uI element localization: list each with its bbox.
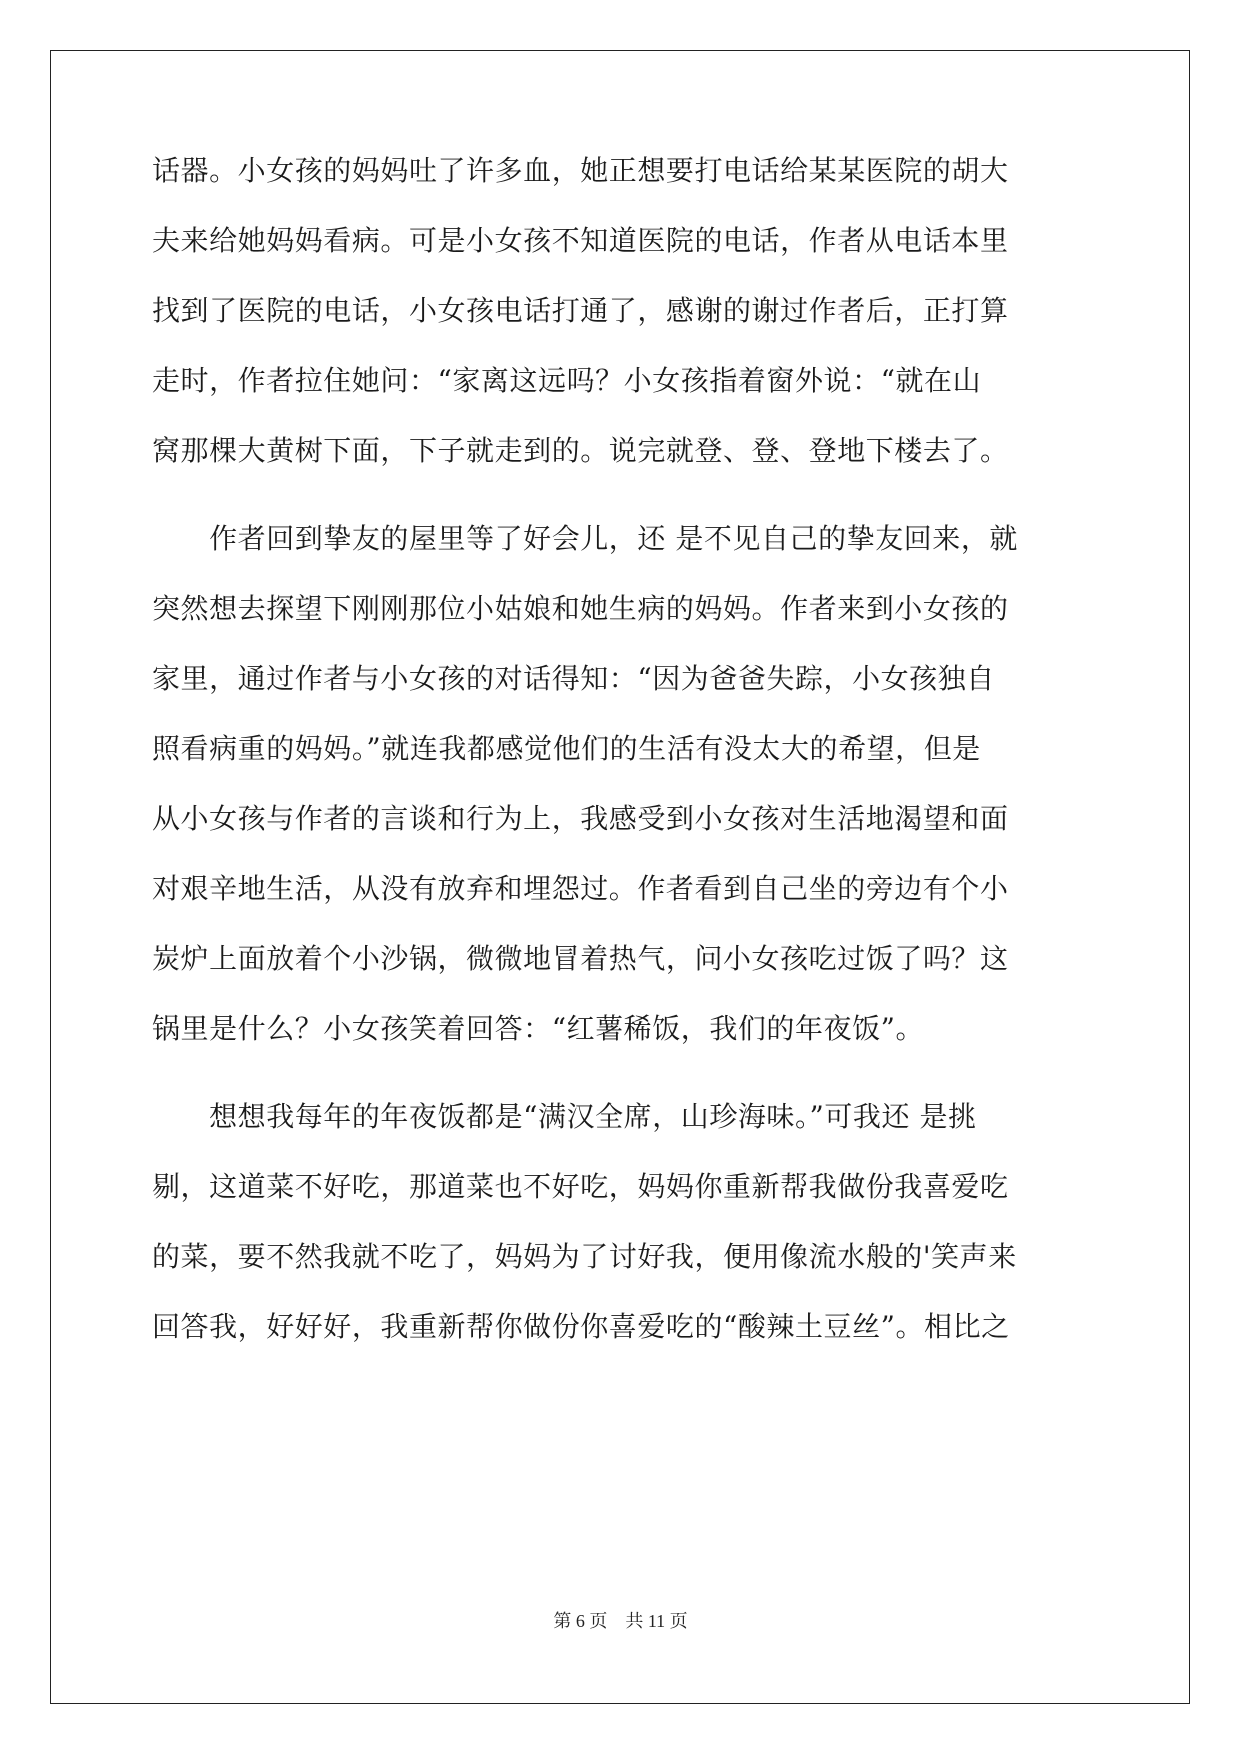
text-line: 的菜，要不然我就不吃了，妈妈为了讨好我，便用像流水般的'笑声来 [152,1240,1017,1273]
text-line: 照看病重的妈妈。”就连我都感觉他们的生活有没太大的希望，但是 [152,732,981,765]
text-line: 找到了医院的电话，小女孩电话打通了，感谢的谢过作者后，正打算 [152,294,1009,327]
text-line: 回答我，好好好，我重新帮你做份你喜爱吃的“酸辣土豆丝”。相比之 [152,1310,1010,1343]
text-line: 炭炉上面放着个小沙锅，微微地冒着热气，问小女孩吃过饭了吗？这 [152,942,1009,975]
page-number-footer: 第 6 页 共 11 页 [553,1611,688,1631]
text-line: 夫来给她妈妈看病。可是小女孩不知道医院的电话，作者从电话本里 [152,224,1009,257]
text-line: 话器。小女孩的妈妈吐了许多血，她正想要打电话给某某医院的胡大 [152,154,1009,187]
text-line: 作者回到挚友的屋里等了好会儿，还 是不见自己的挚友回来，就 [152,522,1018,555]
text-line: 窝那棵大黄树下面，下子就走到的。说完就登、登、登地下楼去了。 [152,434,1009,467]
text-line: 锅里是什么？小女孩笑着回答：“红薯稀饭，我们的年夜饭”。 [152,1012,925,1045]
text-line: 突然想去探望下刚刚那位小姑娘和她生病的妈妈。作者来到小女孩的 [152,592,1009,625]
text-line: 从小女孩与作者的言谈和行为上，我感受到小女孩对生活地渴望和面 [152,802,1009,835]
text-line: 走时，作者拉住她问：“家离这远吗？小女孩指着窗外说：“就在山 [152,364,982,397]
text-line: 家里，通过作者与小女孩的对话得知：“因为爸爸失踪，小女孩独自 [152,662,995,695]
text-line: 想想我每年的年夜饭都是“满汉全席，山珍海味。”可我还 是挑 [152,1100,977,1133]
text-line: 对艰辛地生活，从没有放弃和埋怨过。作者看到自己坐的旁边有个小 [152,872,1009,905]
text-line: 剔，这道菜不好吃，那道菜也不好吃，妈妈你重新帮我做份我喜爱吃 [152,1170,1009,1203]
